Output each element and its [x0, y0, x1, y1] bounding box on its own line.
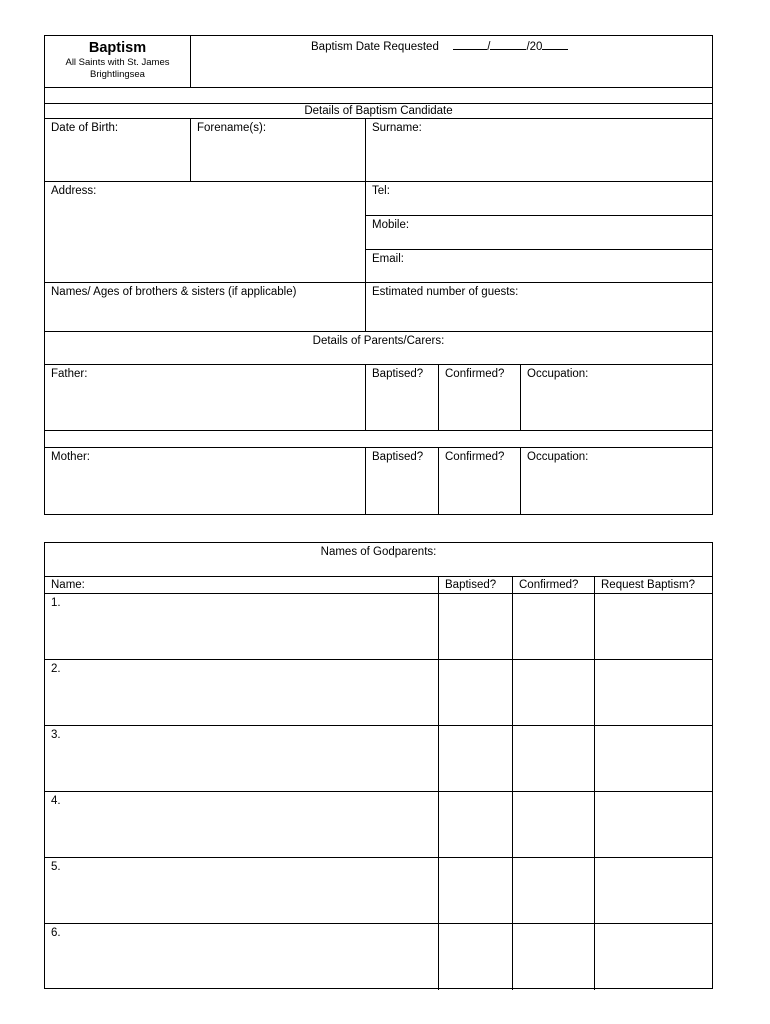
godparent-baptised-field[interactable] — [439, 594, 513, 659]
father-baptised-field[interactable]: Baptised? — [366, 365, 439, 430]
godparent-confirmed-field[interactable] — [513, 792, 595, 857]
col-confirmed: Confirmed? — [513, 577, 595, 593]
godparent-confirmed-field[interactable] — [513, 594, 595, 659]
header-title-box — [45, 36, 191, 87]
guests-field[interactable]: Estimated number of guests: — [372, 286, 519, 298]
father-confirmed-field[interactable]: Confirmed? — [439, 365, 521, 430]
godparents-section-title: Names of Godparents: — [320, 546, 437, 558]
godparent-request-field[interactable] — [595, 726, 712, 791]
godparent-name-field[interactable]: 5. — [45, 858, 439, 923]
date-separator: / — [487, 41, 491, 53]
month-blank — [490, 38, 526, 50]
surname-field[interactable]: Surname: — [372, 122, 422, 134]
godparent-request-field[interactable] — [595, 924, 712, 990]
col-request-baptism: Request Baptism? — [601, 579, 695, 591]
name-row — [45, 119, 712, 182]
dob-field[interactable]: Date of Birth: — [45, 119, 191, 181]
godparents-header-row — [45, 577, 712, 594]
mother-row — [45, 448, 712, 514]
godparent-row — [45, 660, 712, 726]
godparent-name-field[interactable]: 2. — [45, 660, 439, 725]
godparent-baptised-field[interactable] — [439, 792, 513, 857]
contact-stack — [366, 182, 712, 282]
date-requested-field[interactable] — [191, 36, 712, 87]
godparent-baptised-field[interactable] — [439, 660, 513, 725]
godparent-name-field[interactable]: 3. — [45, 726, 439, 791]
godparent-baptised-field[interactable] — [439, 858, 513, 923]
father-row — [45, 365, 712, 431]
email-field[interactable]: Email: — [372, 253, 404, 265]
parents-section-row — [45, 332, 712, 365]
spacer-row — [45, 431, 712, 448]
form-title: Baptism — [88, 40, 147, 56]
mother-baptised-field[interactable]: Baptised? — [366, 448, 439, 514]
godparent-confirmed-field[interactable] — [513, 660, 595, 725]
godparent-row — [45, 594, 712, 660]
mother-field[interactable]: Mother: — [45, 448, 366, 514]
father-field[interactable]: Father: — [45, 365, 366, 430]
godparent-baptised-field[interactable] — [439, 726, 513, 791]
godparent-confirmed-field[interactable] — [513, 726, 595, 791]
godparent-row — [45, 924, 712, 990]
mobile-field[interactable]: Mobile: — [366, 216, 712, 250]
godparent-row — [45, 858, 712, 924]
col-baptised: Baptised? — [439, 577, 513, 593]
godparent-baptised-field[interactable] — [439, 924, 513, 990]
siblings-field[interactable]: Names/ Ages of brothers & sisters (if applicable) — [45, 283, 366, 331]
mother-occupation-field[interactable]: Occupation: — [527, 451, 589, 463]
address-field[interactable]: Address: — [45, 182, 366, 282]
siblings-row — [45, 283, 712, 332]
father-occupation-field[interactable]: Occupation: — [527, 368, 589, 380]
candidate-section-row — [45, 104, 712, 119]
godparent-request-field[interactable] — [595, 858, 712, 923]
godparent-name-field[interactable]: 1. — [45, 594, 439, 659]
baptism-form — [44, 35, 713, 515]
mother-confirmed-field[interactable]: Confirmed? — [439, 448, 521, 514]
godparent-request-field[interactable] — [595, 594, 712, 659]
year-blank — [542, 38, 568, 50]
day-blank — [453, 38, 487, 50]
tel-field[interactable]: Tel: — [366, 182, 712, 216]
godparent-row — [45, 792, 712, 858]
godparent-confirmed-field[interactable] — [513, 858, 595, 923]
candidate-section-title: Details of Baptism Candidate — [304, 105, 453, 117]
parents-section-title: Details of Parents/Carers: — [312, 335, 445, 347]
godparent-request-field[interactable] — [595, 660, 712, 725]
godparent-confirmed-field[interactable] — [513, 924, 595, 990]
godparent-request-field[interactable] — [595, 792, 712, 857]
godparent-name-field[interactable]: 6. — [45, 924, 439, 990]
godparents-section-row — [45, 543, 712, 577]
date-requested-label: Baptism Date Requested — [311, 41, 439, 53]
parish-town: Brightlingsea — [90, 69, 145, 80]
header-row — [45, 36, 712, 88]
parish-name: All Saints with St. James — [65, 57, 170, 68]
godparent-name-field[interactable]: 4. — [45, 792, 439, 857]
year-prefix: /20 — [526, 41, 543, 53]
godparents-form — [44, 542, 713, 989]
col-name: Name: — [45, 577, 439, 593]
forename-field[interactable]: Forename(s): — [191, 119, 366, 181]
address-row — [45, 182, 712, 283]
spacer-row — [45, 88, 712, 104]
godparent-row — [45, 726, 712, 792]
